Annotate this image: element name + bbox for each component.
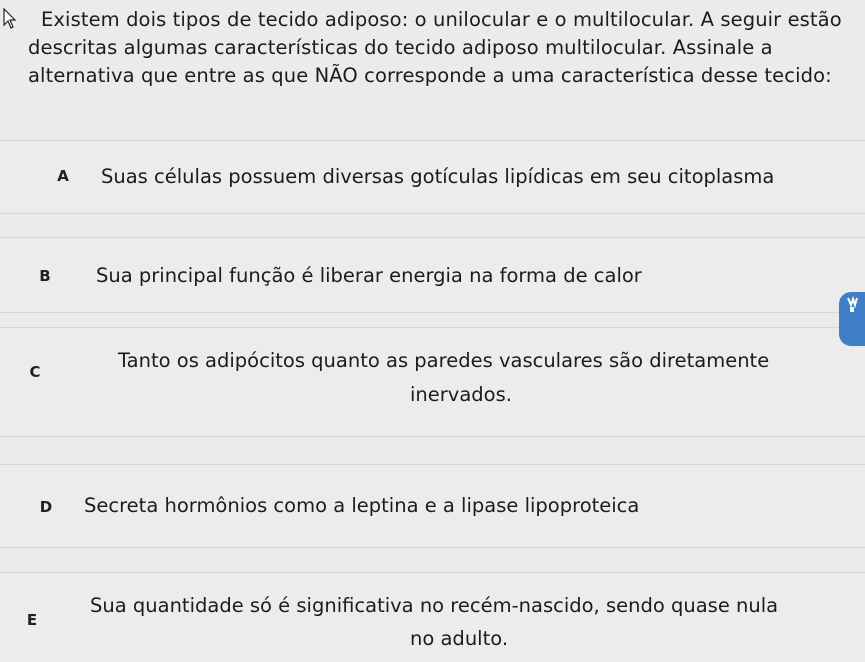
option-text-c-line2: inervados. [410,383,512,406]
option-letter-b: B [39,267,51,285]
help-bubble-button[interactable] [839,292,865,346]
option-text-d: Secreta hormônios como a leptina e a lipase lipoproteica [84,494,640,517]
question-line-1: Existem dois tipos de tecido adiposo: o unilocular e o multilocular. A seguir estão [41,8,842,31]
cursor-pointer-icon [3,8,17,30]
option-letter-a: A [57,167,69,185]
option-text-e-line1: Sua quantidade só é significativa no recém-nascido, sendo quase nula [90,594,779,617]
question-line-2: descritas algumas características do tecido adiposo multilocular. Assinale a [28,36,773,59]
option-text-e-line2: no adulto. [410,627,509,650]
option-text-a: Suas células possuem diversas gotículas lipídicas em seu citoplasma [101,165,775,188]
option-letter-e: E [26,611,38,629]
option-c[interactable] [0,327,865,437]
option-letter-d: D [39,498,53,516]
question-text [28,6,860,90]
option-text-c-line1: Tanto os adipócitos quanto as paredes vasculares são diretamente [118,349,770,372]
question-line-3: alternativa que entre as que NÃO corresponde a uma característica desse tecido: [28,64,832,87]
option-letter-c: C [29,363,41,381]
option-text-b: Sua principal função é liberar energia na forma de calor [96,264,642,287]
option-d[interactable] [0,464,865,548]
option-e[interactable] [0,572,865,662]
help-bubble-icon [846,296,858,314]
option-a[interactable] [0,140,865,214]
option-b[interactable] [0,237,865,313]
